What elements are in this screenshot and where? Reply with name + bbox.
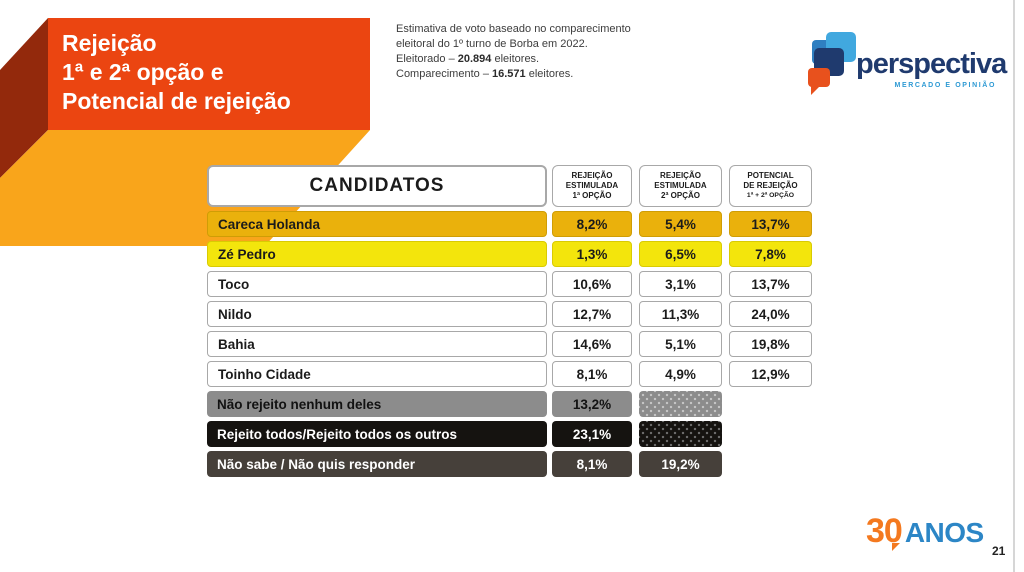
title-line: Potencial de rejeição xyxy=(62,88,291,114)
table-row xyxy=(207,421,817,447)
title-line: 1ª e 2ª opção e xyxy=(62,59,224,85)
table-row xyxy=(207,301,817,327)
col-header-rejection-2nd: REJEIÇÃO ESTIMULADA 2ª OPÇÃO xyxy=(639,165,722,207)
row-label: Não rejeito nenhum deles xyxy=(207,391,547,417)
row-label: Nildo xyxy=(207,301,547,327)
cell-v1: 23,1% xyxy=(552,421,632,447)
table-header-row xyxy=(207,165,817,207)
note-line: eleitoral do 1º turno de Borba em 2022. xyxy=(396,38,588,50)
row-label: Zé Pedro xyxy=(207,241,547,267)
anos-word: ANOS xyxy=(904,517,984,548)
title-line: Rejeição xyxy=(62,30,157,56)
table-row xyxy=(207,391,817,417)
row-label: Rejeito todos/Rejeito todos os outros xyxy=(207,421,547,447)
speech-bubble-icon xyxy=(808,68,830,87)
row-label: Bahia xyxy=(207,331,547,357)
cell-v2: 5,4% xyxy=(639,211,722,237)
cell-v2 xyxy=(639,391,722,417)
cell-v1: 12,7% xyxy=(552,301,632,327)
cell-v3: 13,7% xyxy=(729,271,812,297)
cell-v2: 3,1% xyxy=(639,271,722,297)
cell-v2: 6,5% xyxy=(639,241,722,267)
table-row xyxy=(207,271,817,297)
col-header-potential: POTENCIAL DE REJEIÇÃO 1ª + 2ª OPÇÃO xyxy=(729,165,812,207)
cell-v1: 8,2% xyxy=(552,211,632,237)
page-number: 21 xyxy=(992,544,1006,558)
methodology-note xyxy=(396,22,726,82)
row-label: Careca Holanda xyxy=(207,211,547,237)
cell-v2: 5,1% xyxy=(639,331,722,357)
cell-v3: 13,7% xyxy=(729,211,812,237)
anos-number: 30 xyxy=(866,512,902,550)
brand-tagline: MERCADO E OPINIÃO xyxy=(894,82,996,89)
slide-title-banner xyxy=(48,18,370,130)
table-row xyxy=(207,331,817,357)
cell-v2 xyxy=(639,421,722,447)
table-rows xyxy=(207,211,817,477)
cell-v3: 12,9% xyxy=(729,361,812,387)
slide-edge-divider xyxy=(1013,0,1015,572)
cell-v1: 8,1% xyxy=(552,361,632,387)
30-anos-logo xyxy=(866,508,984,548)
table-row xyxy=(207,451,817,477)
cell-v2: 4,9% xyxy=(639,361,722,387)
row-label: Toco xyxy=(207,271,547,297)
table-row xyxy=(207,241,817,267)
row-label: Toinho Cidade xyxy=(207,361,547,387)
candidates-header: CANDIDATOS xyxy=(207,165,547,207)
row-label: Não sabe / Não quis responder xyxy=(207,451,547,477)
cell-v2: 11,3% xyxy=(639,301,722,327)
note-line-turnout: Comparecimento – 16.571 eleitores. xyxy=(396,68,574,80)
cell-v1: 1,3% xyxy=(552,241,632,267)
cell-v1: 10,6% xyxy=(552,271,632,297)
rejection-table xyxy=(207,165,817,481)
cell-v1: 8,1% xyxy=(552,451,632,477)
col-header-rejection-1st: REJEIÇÃO ESTIMULADA 1ª OPÇÃO xyxy=(552,165,632,207)
cell-v3: 24,0% xyxy=(729,301,812,327)
table-row xyxy=(207,211,817,237)
cell-v2: 19,2% xyxy=(639,451,722,477)
perspectiva-logo xyxy=(806,30,1006,100)
cell-v3: 7,8% xyxy=(729,241,812,267)
note-line-electorate: Eleitorado – 20.894 eleitores. xyxy=(396,53,540,65)
cell-v3: 19,8% xyxy=(729,331,812,357)
cell-v1: 14,6% xyxy=(552,331,632,357)
table-row xyxy=(207,361,817,387)
note-line: Estimativa de voto baseado no comparecimento xyxy=(396,23,631,35)
cell-v1: 13,2% xyxy=(552,391,632,417)
brand-wordmark: perspectiva xyxy=(856,48,1007,80)
